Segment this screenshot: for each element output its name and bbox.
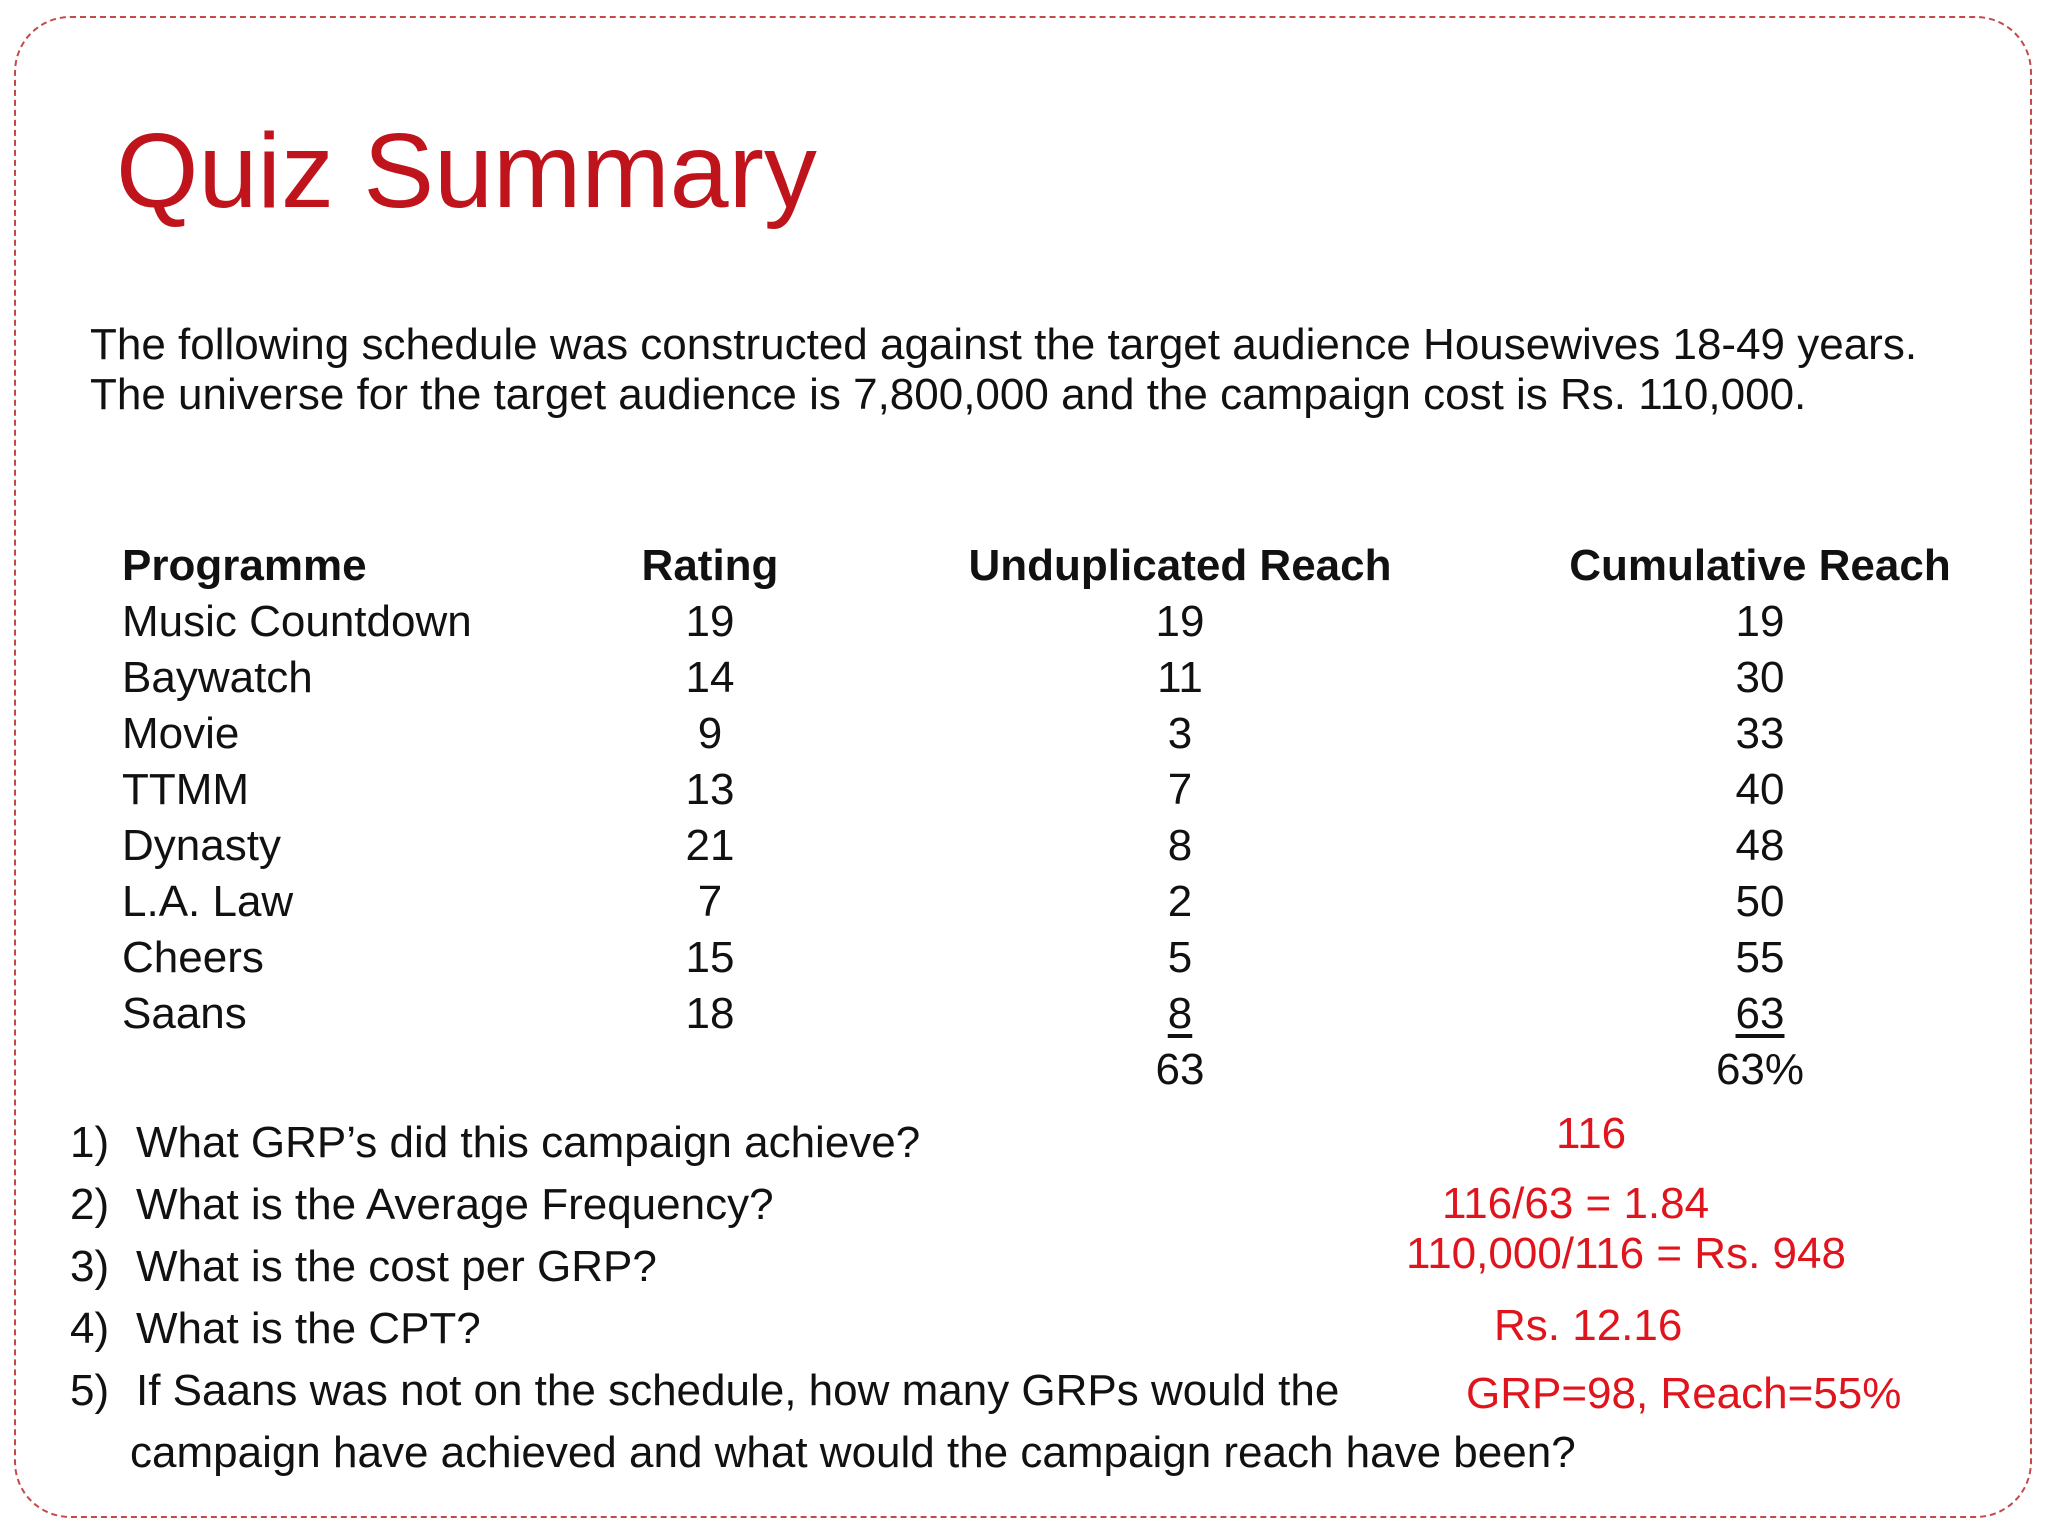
question-item xyxy=(70,1112,1576,1174)
answer-grp: 116 xyxy=(1556,1109,1627,1158)
unduplicated-cell: 5 xyxy=(1167,933,1193,982)
header-cumulative-reach: Cumulative Reach xyxy=(1569,541,1951,590)
table-row xyxy=(0,594,2048,650)
table-row xyxy=(0,986,2048,1042)
question-item xyxy=(70,1360,1576,1422)
cumulative-cell: 50 xyxy=(1735,877,1785,926)
header-programme: Programme xyxy=(122,541,367,590)
answer-average-frequency: 116/63 = 1.84 xyxy=(1442,1179,1710,1228)
cumulative-cell: 55 xyxy=(1735,933,1785,982)
answer-without-saans: GRP=98, Reach=55% xyxy=(1466,1369,1902,1418)
answer-cost-per-grp: 110,000/116 = Rs. 948 xyxy=(1406,1229,1846,1278)
cumulative-cell: 33 xyxy=(1735,709,1785,758)
question-text: What is the CPT? xyxy=(136,1304,481,1353)
header-rating: Rating xyxy=(641,541,779,590)
cumulative-cell: 19 xyxy=(1735,597,1785,646)
unduplicated-cell: 11 xyxy=(1157,653,1203,702)
header-unduplicated-reach: Unduplicated Reach xyxy=(968,541,1392,590)
question-text: What GRP’s did this campaign achieve? xyxy=(136,1118,921,1167)
table-row xyxy=(0,762,2048,818)
unduplicated-cell: 19 xyxy=(1155,597,1205,646)
cumulative-cell xyxy=(1560,986,1960,1042)
table-row xyxy=(0,874,2048,930)
question-item xyxy=(70,1298,1576,1360)
rating-cell: 18 xyxy=(685,989,735,1038)
question-number: 3) xyxy=(70,1242,110,1291)
unduplicated-total: 63 xyxy=(1155,1045,1205,1094)
programme-cell: TTMM xyxy=(122,765,250,814)
unduplicated-cell: 3 xyxy=(1167,709,1193,758)
programme-cell: Movie xyxy=(122,709,240,758)
rating-cell: 15 xyxy=(685,933,735,982)
rating-cell: 14 xyxy=(685,653,735,702)
question-number: 1) xyxy=(70,1118,110,1167)
cumulative-last-value: 63 xyxy=(1735,989,1785,1038)
unduplicated-cell: 8 xyxy=(1167,821,1193,870)
question-number: 4) xyxy=(70,1304,110,1353)
question-text: What is the cost per GRP? xyxy=(136,1242,657,1291)
programme-cell: Music Countdown xyxy=(122,597,472,646)
question-list xyxy=(70,1112,1576,1484)
table-totals-row xyxy=(0,1042,2048,1098)
programme-cell: Cheers xyxy=(122,933,264,982)
question-text: If Saans was not on the schedule, how many GRPs would the xyxy=(136,1366,1340,1415)
question-text: What is the Average Frequency? xyxy=(136,1180,774,1229)
rating-cell: 19 xyxy=(685,597,735,646)
table-header-row xyxy=(0,538,2048,594)
answer-cpt: Rs. 12.16 xyxy=(1494,1301,1683,1350)
rating-cell: 9 xyxy=(697,709,723,758)
schedule-table xyxy=(0,538,2048,1098)
table-row xyxy=(0,650,2048,706)
rating-cell: 13 xyxy=(685,765,735,814)
rating-cell: 21 xyxy=(685,821,735,870)
cumulative-cell: 40 xyxy=(1735,765,1785,814)
cumulative-cell: 30 xyxy=(1735,653,1785,702)
rating-cell: 7 xyxy=(697,877,723,926)
programme-cell: Baywatch xyxy=(122,653,313,702)
question-number: 2) xyxy=(70,1180,110,1229)
slide-title: Quiz Summary xyxy=(116,112,817,230)
unduplicated-cell: 2 xyxy=(1167,877,1193,926)
unduplicated-last-value: 8 xyxy=(1167,989,1193,1038)
programme-cell: L.A. Law xyxy=(122,877,294,926)
programme-cell: Saans xyxy=(122,989,247,1038)
table-row xyxy=(0,706,2048,762)
intro-paragraph: The following schedule was constructed against the target audience Housewives 18-49 years. The universe for the target audience is 7,800,000 and the campaign cost is Rs. 110,000. xyxy=(90,320,1918,419)
unduplicated-cell xyxy=(960,986,1400,1042)
programme-cell: Dynasty xyxy=(122,821,281,870)
table-row xyxy=(0,818,2048,874)
unduplicated-cell: 7 xyxy=(1167,765,1193,814)
question-item xyxy=(70,1174,1576,1236)
table-row xyxy=(0,930,2048,986)
cumulative-total: 63% xyxy=(1715,1045,1805,1094)
question-number: 5) xyxy=(70,1366,110,1415)
question-item xyxy=(70,1236,1576,1298)
cumulative-cell: 48 xyxy=(1735,821,1785,870)
question-continuation: campaign have achieved and what would the campaign reach have been? xyxy=(130,1428,1576,1477)
